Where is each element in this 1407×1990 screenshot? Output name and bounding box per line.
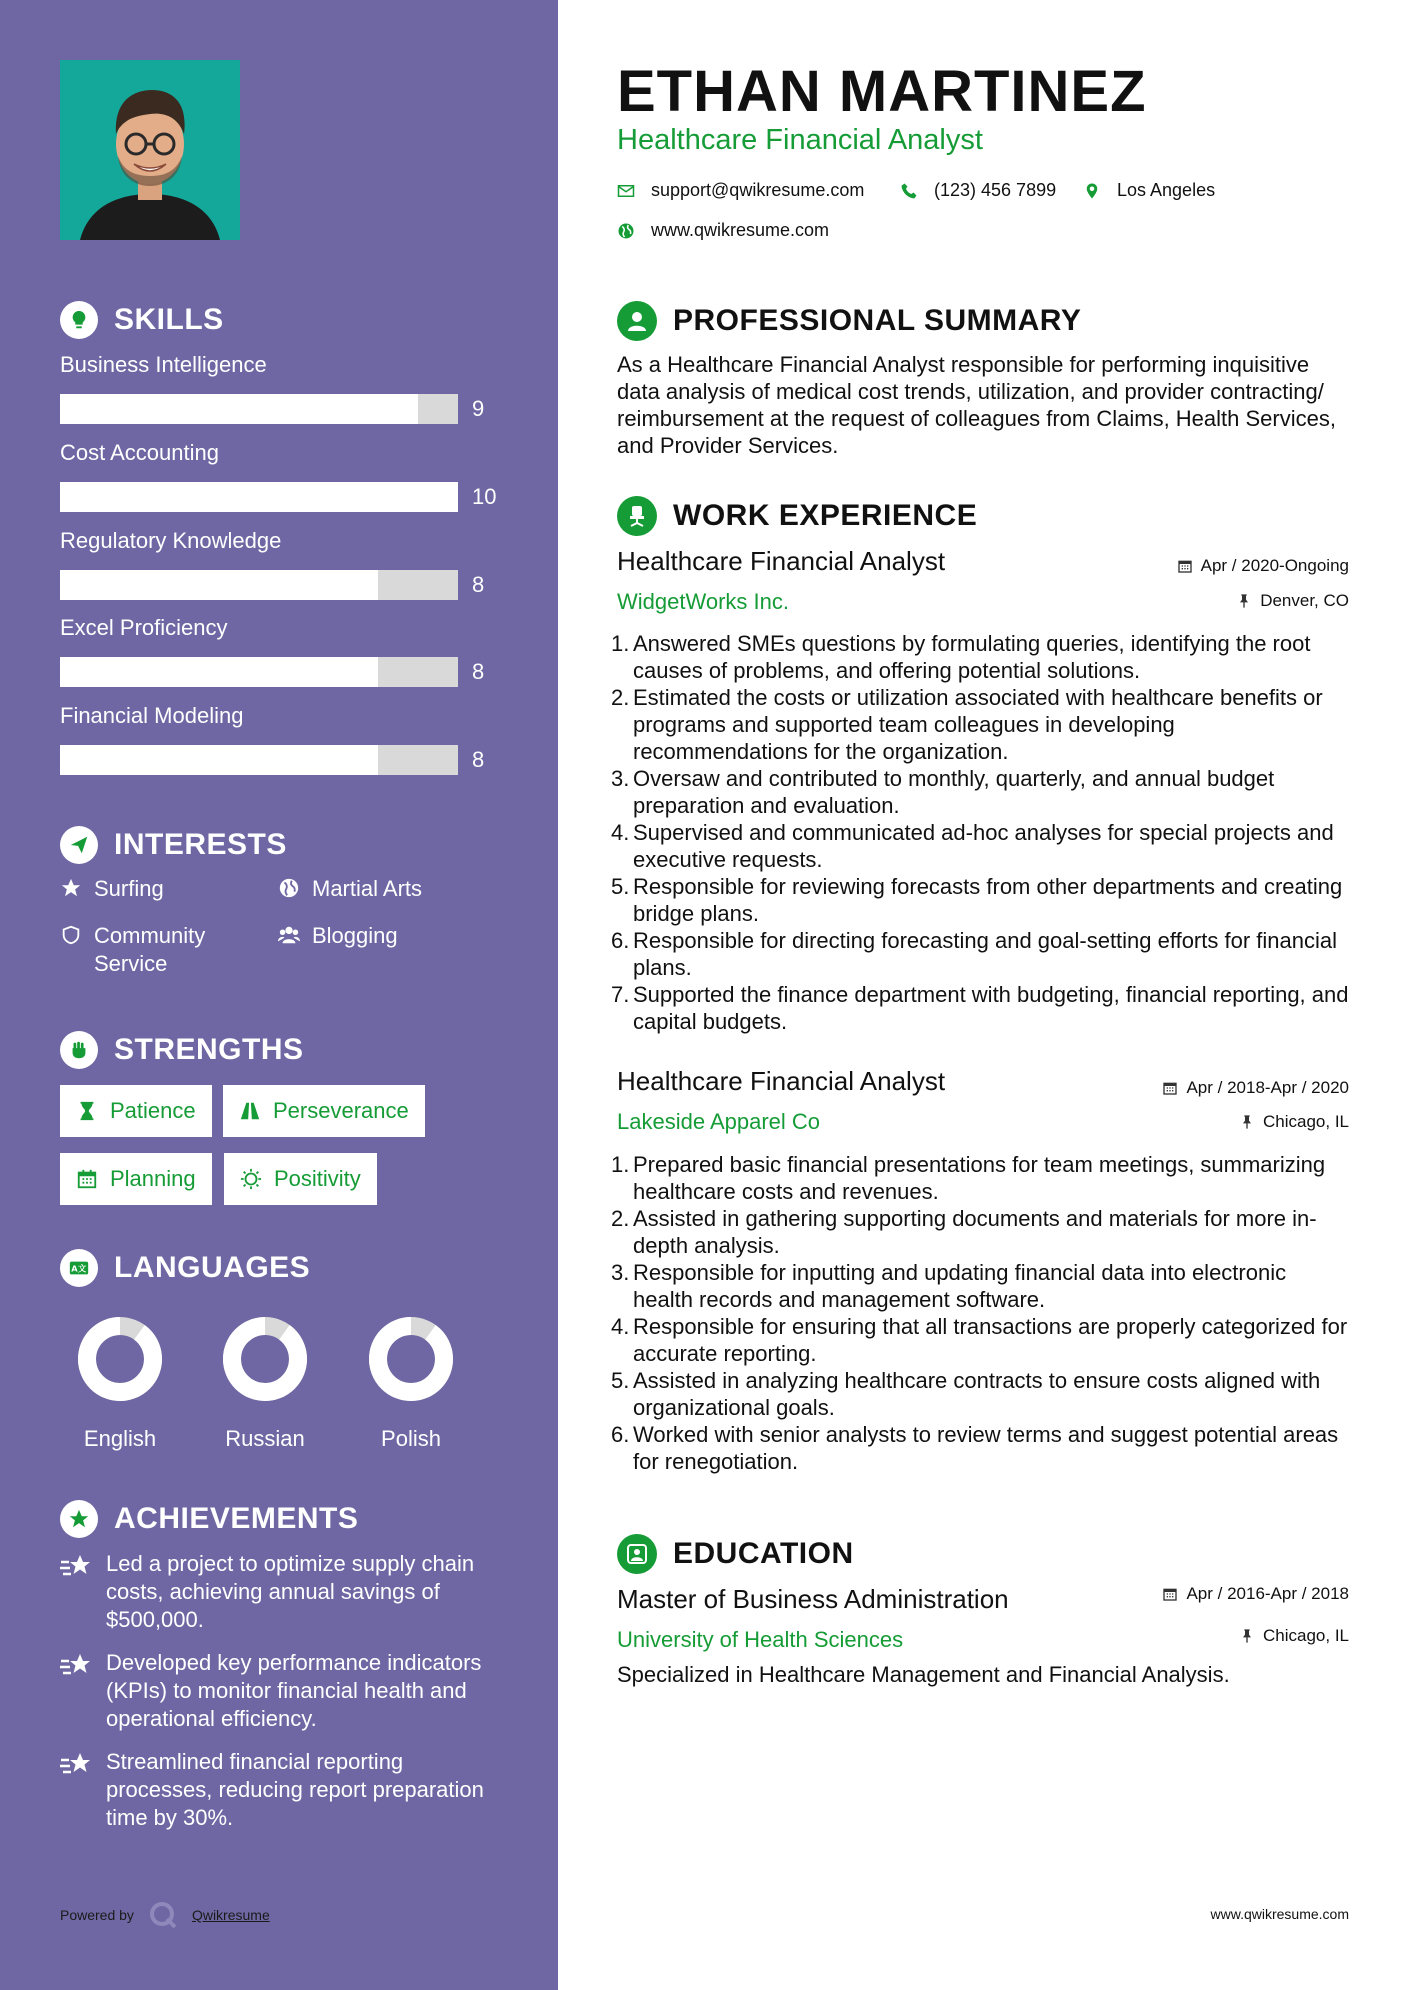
paper-plane-icon [60,826,98,864]
skill-name: Excel Proficiency [60,615,228,640]
interest-item [278,922,398,950]
skill-value: 9 [472,396,485,421]
skill-bar [60,482,458,512]
job-dates-text: Apr / 2018-Apr / 2020 [1186,1078,1349,1097]
job-location-text: Denver, CO [1260,591,1349,610]
phone-text: (123) 456 7899 [934,180,1057,200]
skill-item [60,615,500,687]
skill-bar [60,657,458,687]
strength-label: Positivity [274,1166,361,1191]
skill-item [60,528,500,600]
strength-tag [60,1153,212,1205]
job-duties [611,630,1352,1035]
interest-item [278,875,422,903]
skill-value: 8 [472,747,485,772]
interest-label: Surfing [94,876,164,901]
sun-icon [240,1168,262,1190]
interest-label: Martial Arts [312,876,423,901]
duty-item: 1. Answered SMEs questions by formulating queries, identifying the root causes of problems, and offering potential solutions. [617,630,1352,684]
job-header [617,546,1349,615]
duty-text: Supported the finance department with budgeting, financial reporting, and capital budgets. [633,982,1349,1034]
strength-tag [223,1085,425,1137]
skill-item [60,703,500,775]
education-header [617,1584,1349,1653]
duty-item: 4. Supervised and communicated ad-hoc analyses for special projects and executive requests. [617,819,1352,873]
skill-name: Cost Accounting [60,440,219,465]
skill-bar-fill [60,482,458,512]
duty-item: 3. Responsible for inputting and updating financial data into electronic health records and management software. [617,1259,1352,1313]
achievement-item [60,1649,500,1733]
job-duties [611,1151,1352,1475]
languages-title: LANGUAGES [114,1251,311,1284]
job-role: Healthcare Financial Analyst [617,1066,946,1096]
skill-name: Financial Modeling [60,703,244,728]
duty-text: Responsible for ensuring that all transactions are properly categorized for accurate reporting. [633,1314,1348,1366]
skill-value: 8 [472,659,485,684]
fist-icon [60,1031,98,1069]
avatar [60,60,240,240]
pushpin-icon [1239,1114,1255,1130]
users-icon [278,924,300,946]
office-chair-icon [617,496,657,536]
experience-heading [617,496,977,536]
achievements-title: ACHIEVEMENTS [114,1502,359,1535]
skill-value: 10 [472,484,497,509]
education-location [1239,1626,1349,1646]
job-header [617,1066,1349,1135]
powered-by [60,1900,270,1930]
duty-text: Responsible for directing forecasting and goal-setting efforts for financial plans. [633,928,1337,980]
duty-text: Oversaw and contributed to monthly, quarterly, and annual budget preparation and evaluation. [633,766,1275,818]
email-text[interactable]: support@qwikresume.com [651,180,865,200]
duty-item: 1. Prepared basic financial presentations for team meetings, summarizing healthcare costs and revenues. [617,1151,1352,1205]
skills-title: SKILLS [114,303,224,336]
skill-value: 8 [472,572,485,597]
contact-website [617,220,829,241]
calendar-icon [1162,1080,1178,1096]
duty-text: Responsible for reviewing forecasts from other departments and creating bridge plans. [633,874,1343,926]
skill-bar-fill [60,394,418,424]
profile-photo [60,60,240,240]
achievement-text: Streamlined financial reporting processes, reducing report preparation time by 30%. [106,1749,484,1830]
job-role: Healthcare Financial Analyst [617,546,946,576]
candidate-name: ETHAN MARTINEZ [617,59,1147,124]
job-company: WidgetWorks Inc. [617,589,789,614]
language-icon [60,1249,98,1287]
duty-text: Responsible for inputting and updating financial data into electronic health records and management software. [633,1260,1287,1312]
location-text: Los Angeles [1117,180,1216,200]
languages-heading [60,1249,310,1287]
education-dates-text: Apr / 2016-Apr / 2018 [1186,1584,1349,1603]
education-dates [1162,1584,1349,1604]
road-icon [239,1100,261,1122]
shooting-star-icon [60,1750,92,1780]
education-degree: Master of Business Administration [617,1584,1009,1614]
powered-by-label: Powered by [60,1907,134,1923]
interest-label: Blogging [312,923,398,948]
lightbulb-icon [60,301,98,339]
summary-heading [617,301,1081,341]
strengths-heading [60,1031,304,1069]
skill-bar-fill [60,657,378,687]
education-school: University of Health Sciences [617,1627,904,1652]
globe-icon [278,877,300,899]
interest-item [60,875,164,903]
brand-link[interactable]: Qwikresume [191,1907,270,1923]
skill-bar-fill [60,745,378,775]
job-dates [1162,1078,1349,1098]
interests-heading [60,826,287,864]
job-dates-text: Apr / 2020-Ongoing [1200,556,1349,575]
award-star-icon [60,1500,98,1538]
qwikresume-logo-icon [148,1900,178,1930]
duty-text: Assisted in gathering supporting documents and materials for more in-depth analysis. [633,1206,1317,1258]
education-location-text: Chicago, IL [1263,1626,1349,1645]
duty-item: 3. Oversaw and contributed to monthly, quarterly, and annual budget preparation and evaluation. [617,765,1352,819]
language-name: Russian [225,1426,305,1451]
contact-email [617,180,864,201]
globe-icon [617,222,635,240]
achievement-item [60,1550,500,1634]
language-donut [368,1316,454,1402]
footer-url[interactable]: www.qwikresume.com [1210,1906,1349,1922]
job-location-text: Chicago, IL [1263,1112,1349,1131]
interest-item [60,922,240,978]
duty-item: 7. Supported the finance department with budgeting, financial reporting, and capital budgets. [617,981,1352,1035]
duty-item: 6. Worked with senior analysts to review terms and suggest potential areas for renegotiation. [617,1421,1352,1475]
duty-text: Estimated the costs or utilization associated with healthcare benefits or programs and supported team colleagues in developing recommendations for the organization. [633,685,1323,764]
website-text[interactable]: www.qwikresume.com [651,220,830,240]
duty-item: 5. Assisted in analyzing healthcare contracts to ensure costs aligned with organizational goals. [617,1367,1352,1421]
skill-item [60,440,500,512]
duty-item: 4. Responsible for ensuring that all transactions are properly categorized for accurate reporting. [617,1313,1352,1367]
shooting-star-icon [60,1552,92,1582]
experience-title: WORK EXPERIENCE [673,499,978,532]
phone-icon [900,182,918,200]
job-location [1239,1112,1349,1132]
education-description: Specialized in Healthcare Management and Financial Analysis. [617,1662,1230,1687]
duty-item: 6. Responsible for directing forecasting and goal-setting efforts for financial plans. [617,927,1352,981]
summary-title: PROFESSIONAL SUMMARY [673,304,1082,337]
shield-icon [60,924,82,946]
strength-label: Planning [110,1166,196,1191]
language-donut [77,1316,163,1402]
skill-bar [60,394,458,424]
hourglass-icon [76,1100,98,1122]
graduate-icon [617,1534,657,1574]
contact-phone [900,180,1056,201]
shooting-star-icon [60,1651,92,1681]
calendar-icon [1177,558,1193,574]
svg-text:A文: A文 [71,1263,87,1274]
duty-text: Supervised and communicated ad-hoc analyses for special projects and executive requests. [633,820,1334,872]
skill-item [60,352,500,424]
strength-tag [224,1153,377,1205]
interests-title: INTERESTS [114,828,287,861]
achievement-text: Led a project to optimize supply chain costs, achieving annual savings of $500,000. [106,1551,475,1632]
duty-item: 2. Estimated the costs or utilization associated with healthcare benefits or programs and supported team colleagues in developing recommendations for the organization. [617,684,1352,765]
interest-label: Community Service [94,923,206,976]
achievements-heading [60,1500,358,1538]
skill-name: Business Intelligence [60,352,267,377]
language-item [351,1316,471,1452]
skill-bar [60,570,458,600]
strength-tag [60,1085,212,1137]
pushpin-icon [1236,593,1252,609]
strength-label: Patience [110,1098,196,1123]
job-company: Lakeside Apparel Co [617,1109,821,1134]
duty-text: Prepared basic financial presentations for team meetings, summarizing healthcare costs and revenues. [633,1152,1326,1204]
pushpin-icon [1239,1628,1255,1644]
sidebar [0,0,558,1990]
skills-heading [60,301,224,339]
strengths-title: STRENGTHS [114,1033,304,1066]
skill-name: Regulatory Knowledge [60,528,282,553]
duty-text: Worked with senior analysts to review terms and suggest potential areas for renegotiation. [633,1422,1339,1474]
map-pin-icon [1083,182,1101,200]
education-title: EDUCATION [673,1537,854,1570]
achievement-text: Developed key performance indicators (KPIs) to monitor financial health and operational efficiency. [106,1650,482,1731]
duty-text: Assisted in analyzing healthcare contracts to ensure costs aligned with organizational goals. [633,1368,1321,1420]
education-heading [617,1534,854,1574]
job-location [1236,591,1349,611]
calendar-icon [76,1168,98,1190]
calendar-icon [1162,1586,1178,1602]
language-item [205,1316,325,1452]
skill-bar [60,745,458,775]
duty-item: 2. Assisted in gathering supporting documents and materials for more in-depth analysis. [617,1205,1352,1259]
language-name: English [83,1426,157,1451]
skill-bar-fill [60,570,378,600]
language-item [60,1316,180,1452]
duty-item: 5. Responsible for reviewing forecasts from other departments and creating bridge plans. [617,873,1352,927]
duty-text: Answered SMEs questions by formulating queries, identifying the root causes of problems, and offering potential solutions. [633,631,1311,683]
envelope-icon [617,182,635,200]
language-donut [222,1316,308,1402]
summary-text: As a Healthcare Financial Analyst responsible for performing inquisitive data analysis of medical cost trends, utilization, and provider contracting/ reimbursement at the request of colleagues from Claims, Health Services, and Provider Services. [617,352,1336,458]
star-icon [60,877,82,899]
candidate-title: Healthcare Financial Analyst [617,124,983,156]
language-name: Polish [381,1426,441,1451]
strength-label: Perseverance [273,1098,409,1123]
contact-location [1083,180,1215,201]
job-dates [1177,556,1349,576]
user-icon [617,301,657,341]
achievement-item [60,1748,500,1832]
